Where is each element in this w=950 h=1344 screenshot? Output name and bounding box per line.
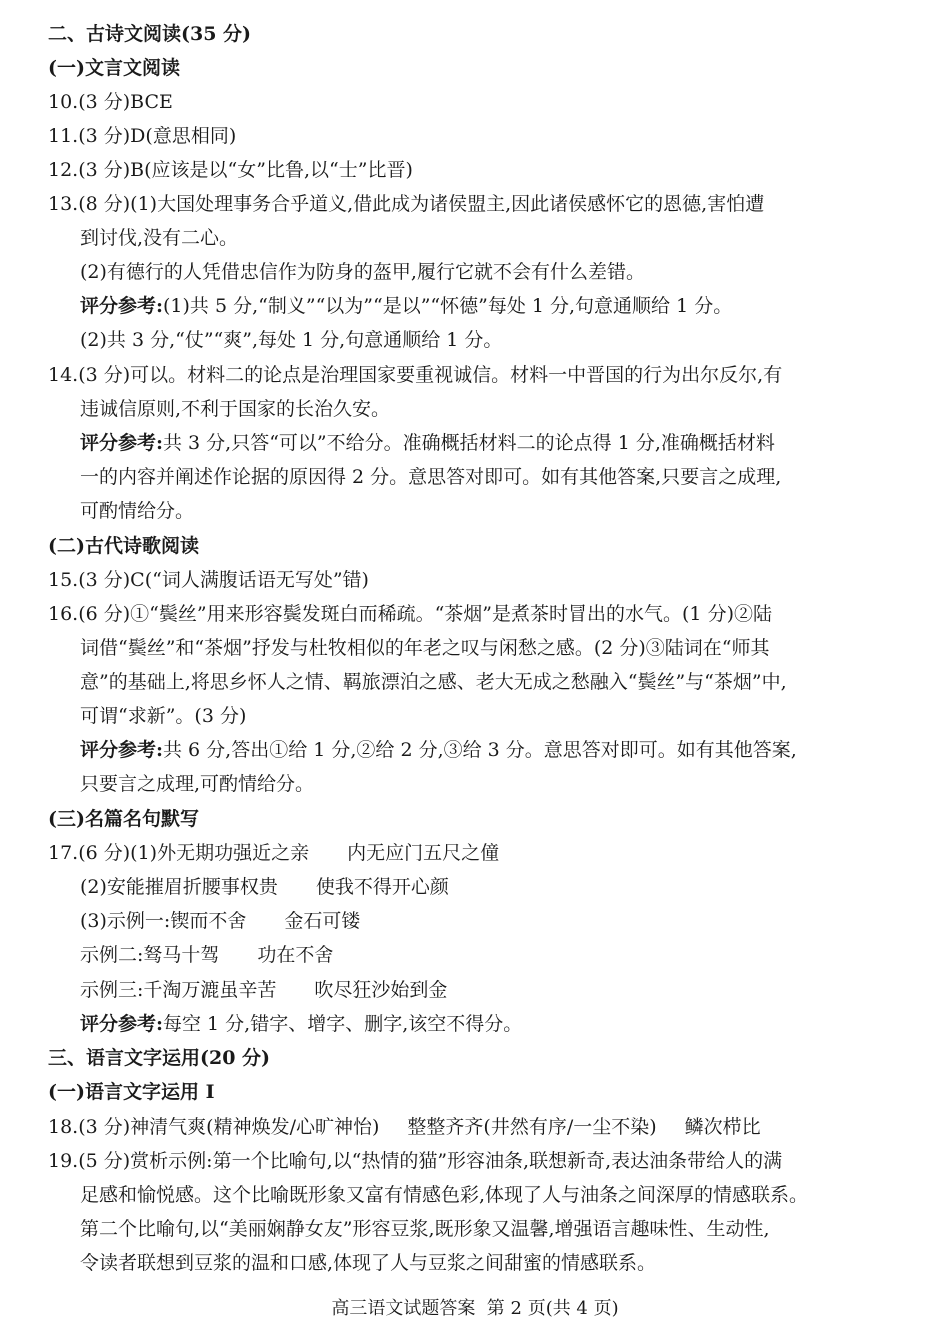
verse-b: 金石可镂: [284, 910, 361, 932]
scoring-text: 每空 1 分,错字、增字、删字,该空不得分。: [163, 1013, 523, 1035]
scoring-text: (1)共 5 分,“制义”“以为”“是以”“怀德”每处 1 分,句意通顺给 1 分。: [163, 295, 733, 317]
answer-q13-line5: (2)共 3 分,“仗”“爽”,每处 1 分,句意通顺给 1 分。: [80, 329, 503, 351]
answer-q13-line3: (2)有德行的人凭借忠信作为防身的盔甲,履行它就不会有什么差错。: [80, 261, 645, 283]
subsection-heading-classical-prose: (一)文言文阅读: [48, 57, 180, 79]
verse-b: 吹尽狂沙始到金: [314, 979, 448, 1001]
answer-q16-line6: 只要言之成理,可酌情给分。: [80, 773, 315, 795]
scoring-note-q13: [80, 293, 732, 319]
scoring-note-q17: [80, 1011, 522, 1037]
verse-b: 使我不得开心颜: [315, 876, 449, 898]
answer-q16-line2: 词借“鬓丝”和“茶烟”抒发与杜牧相似的年老之叹与闲愁之感。(2 分)③陆词在“师其: [80, 637, 770, 659]
scoring-label: 评分参考:: [80, 432, 164, 454]
answer-q14-line2: 违诚信原则,不利于国家的长治久安。: [80, 398, 391, 420]
verse-a: 示例三:千淘万漉虽辛苦: [80, 979, 277, 1001]
verse-a: (3)示例一:锲而不舍: [80, 910, 247, 932]
answer-q17-line2: [80, 874, 449, 900]
subsection-heading-famous-lines: (三)名篇名句默写: [48, 808, 199, 830]
answer-q15: 15.(3 分)C(“词人满腹话语无写处”错): [48, 569, 369, 591]
scoring-label: 评分参考:: [80, 739, 164, 761]
answer-q14-line4: 一的内容并阐述作论据的原因得 2 分。意思答对即可。如有其他答案,只要言之成理,: [80, 466, 782, 488]
subsection-heading-language-use-1: (一)语言文字运用 Ⅰ: [48, 1081, 215, 1103]
scoring-text: 共 6 分,答出①给 1 分,②给 2 分,③给 3 分。意思答对即可。如有其他答案,: [163, 739, 797, 761]
idiom-3: 鳞次栉比: [684, 1116, 761, 1138]
idiom-2: 整整齐齐(井然有序/一尘不染): [407, 1116, 657, 1138]
footer-title: 高三语文试题答案: [331, 1298, 476, 1319]
answer-q19-line4: 令读者联想到豆浆的温和口感,体现了人与豆浆之间甜蜜的情感联系。: [80, 1252, 657, 1274]
verse-a: 17.(6 分)(1)外无期功强近之亲: [48, 842, 310, 864]
verse-b: 内无应门五尺之僮: [347, 842, 500, 864]
answer-q19-line1: 19.(5 分)赏析示例:第一个比喻句,以“热情的猫”形容油条,联想新奇,表达油条带给人的满: [48, 1150, 783, 1172]
answer-q19-line2: 足感和愉悦感。这个比喻既形象又富有情感色彩,体现了人与油条之间深厚的情感联系。: [80, 1184, 809, 1206]
verse-a: (2)安能摧眉折腰事权贵: [80, 876, 278, 898]
answer-q16-line3: 意”的基础上,将思乡怀人之情、羁旅漂泊之感、老大无成之愁融入“鬓丝”与“茶烟”中,: [80, 671, 787, 693]
answer-q14-line1: 14.(3 分)可以。材料二的论点是治理国家要重视诚信。材料一中晋国的行为出尔反尔,有: [48, 364, 783, 386]
answer-q17-line3: [80, 908, 360, 934]
subsection-heading-poetry: (二)古代诗歌阅读: [48, 535, 199, 557]
page-footer: [0, 1297, 950, 1321]
scoring-note-q14: [80, 430, 775, 456]
verse-b: 功在不舍: [257, 944, 334, 966]
footer-page-number: 第 2 页(共 4 页): [486, 1298, 619, 1319]
answer-q18: [48, 1114, 761, 1140]
scoring-text: 共 3 分,只答“可以”不给分。准确概括材料二的论点得 1 分,准确概括材料: [163, 432, 775, 454]
answer-q10: 10.(3 分)BCE: [48, 91, 173, 113]
answer-q17-line4: [80, 942, 333, 968]
answer-q16-line4: 可谓“求新”。(3 分): [80, 705, 247, 727]
answer-q17-line1: [48, 840, 499, 866]
idiom-1: 18.(3 分)神清气爽(精神焕发/心旷神怡): [48, 1116, 380, 1138]
section-heading-classical-reading: 二、古诗文阅读(35 分): [48, 23, 252, 45]
answer-q17-line5: [80, 977, 447, 1003]
verse-a: 示例二:驽马十驾: [80, 944, 220, 966]
scoring-note-q16: [80, 737, 797, 763]
scoring-label: 评分参考:: [80, 1013, 164, 1035]
answer-q14-line5: 可酌情给分。: [80, 500, 195, 522]
section-heading-language-use: 三、语言文字运用(20 分): [48, 1047, 271, 1069]
answer-q11: 11.(3 分)D(意思相同): [48, 125, 237, 147]
answer-q13-line2: 到讨伐,没有二心。: [80, 227, 239, 249]
scoring-label: 评分参考:: [80, 295, 164, 317]
answer-q19-line3: 第二个比喻句,以“美丽娴静女友”形容豆浆,既形象又温馨,增强语言趣味性、生动性,: [80, 1218, 770, 1240]
answer-q16-line1: 16.(6 分)①“鬓丝”用来形容鬓发斑白而稀疏。“茶烟”是煮茶时冒出的水气。(1 分)②陆: [48, 603, 772, 625]
answer-q13-line1: 13.(8 分)(1)大国处理事务合乎道义,借此成为诸侯盟主,因此诸侯感怀它的恩德,害怕遭: [48, 193, 765, 215]
answer-q12: 12.(3 分)B(应该是以“女”比鲁,以“士”比晋): [48, 159, 413, 181]
